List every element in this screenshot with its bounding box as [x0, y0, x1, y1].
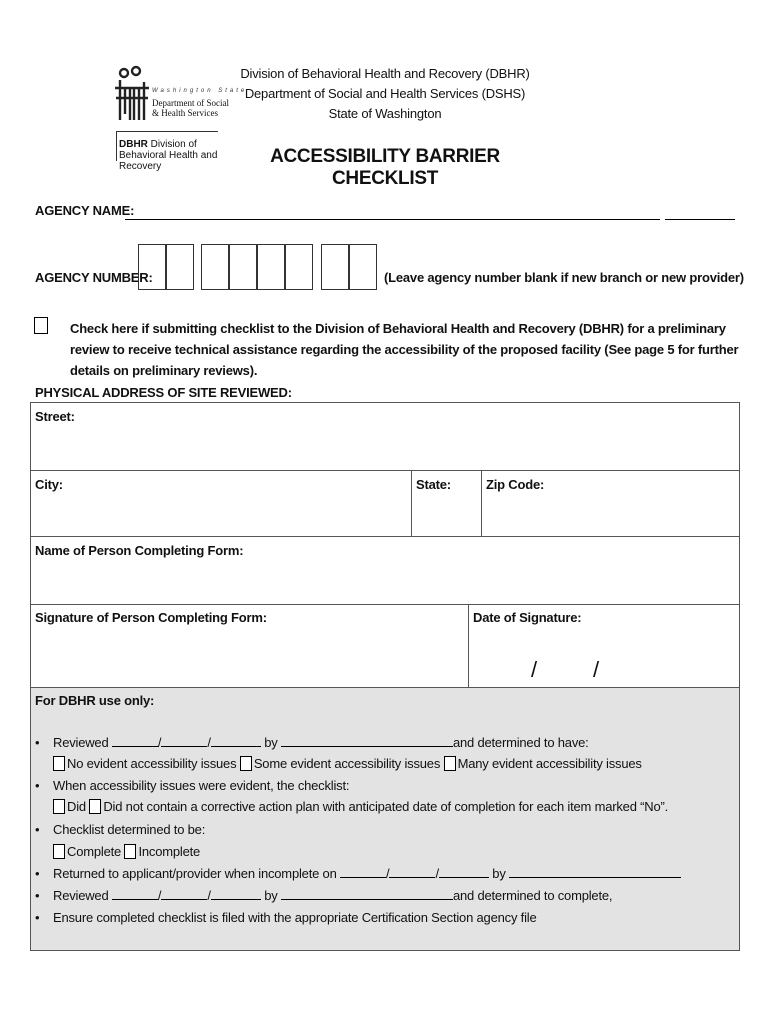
city-field[interactable]: City:: [35, 477, 63, 492]
logo-state-text: Washington State: [152, 88, 248, 94]
agency-number-note: (Leave agency number blank if new branch or new provider): [384, 270, 744, 285]
agency-number-digit-1[interactable]: [138, 244, 166, 290]
header-line-2: Department of Social and Health Services (DSHS): [244, 86, 526, 101]
family-figures-icon: [112, 64, 152, 128]
header-line-3: State of Washington: [328, 106, 442, 121]
preliminary-review-checkbox[interactable]: [34, 317, 48, 334]
no-issues-checkbox[interactable]: [53, 756, 65, 771]
date-separator: /: [531, 657, 538, 682]
dbhr-use-label: For DBHR use only:: [35, 693, 155, 708]
reviewed2-by-field[interactable]: [281, 888, 453, 900]
did-not-checkbox[interactable]: [89, 799, 101, 814]
logo-divider: [116, 131, 218, 132]
row-divider: [31, 604, 739, 605]
column-divider: [468, 604, 469, 687]
logo-dbhr-abbr: DBHR: [119, 139, 148, 150]
row-divider: [31, 470, 739, 471]
reviewed2-month-field[interactable]: [112, 888, 158, 900]
state-field[interactable]: State:: [416, 477, 451, 492]
agency-name-field[interactable]: [125, 219, 660, 220]
agency-number-digit-7[interactable]: [321, 244, 349, 290]
reviewed-day-field[interactable]: [161, 735, 207, 747]
column-divider: [481, 470, 482, 536]
returned-day-field[interactable]: [389, 866, 435, 878]
complete-options-line: Complete Incomplete: [53, 844, 200, 859]
reviewed-by-field[interactable]: [281, 735, 453, 747]
logo-dept-text: Department of Social & Health Services: [152, 98, 229, 118]
returned-line: • Returned to applicant/provider when incomplete on / / by: [35, 866, 681, 881]
issues-options-line: No evident accessibility issues Some evident accessibility issues Many evident accessibility issues: [53, 756, 642, 771]
corrective-plan-line: Did Did not contain a corrective action plan with anticipated date of completion for each item marked “No”.: [53, 799, 668, 814]
preliminary-review-text: Check here if submitting checklist to the Division of Behavioral Health and Recovery (DBHR) for a preliminary review to receive technical assistance regarding the accessibility of the proposed facility (See page 5 for further details on preliminary reviews).: [70, 321, 739, 378]
reviewed-month-field[interactable]: [112, 735, 158, 747]
when-issues-line: • When accessibility issues were evident, the checklist:: [35, 778, 350, 793]
dbhr-use-section: [31, 688, 739, 950]
header-line-1: Division of Behavioral Health and Recovery (DBHR): [240, 66, 530, 81]
agency-name-label: AGENCY NAME:: [35, 203, 135, 218]
agency-number-digit-4[interactable]: [229, 244, 257, 290]
person-name-field[interactable]: Name of Person Completing Form:: [35, 543, 244, 558]
agency-number-digit-5[interactable]: [257, 244, 285, 290]
logo-divider-vertical: [116, 131, 117, 161]
returned-year-field[interactable]: [439, 866, 489, 878]
logo-dbhr-name: Division of Behavioral Health and Recovery: [119, 139, 218, 172]
agency-number-digit-2[interactable]: [166, 244, 194, 290]
many-issues-checkbox[interactable]: [444, 756, 456, 771]
agency-number-digit-3[interactable]: [201, 244, 229, 290]
column-divider: [411, 470, 412, 536]
row-divider: [31, 536, 739, 537]
returned-month-field[interactable]: [340, 866, 386, 878]
reviewed2-day-field[interactable]: [161, 888, 207, 900]
complete-checkbox[interactable]: [53, 844, 65, 859]
signature-field[interactable]: Signature of Person Completing Form:: [35, 610, 267, 625]
physical-address-heading: PHYSICAL ADDRESS OF SITE REVIEWED:: [35, 385, 292, 400]
agency-name-field-extra[interactable]: [665, 219, 735, 220]
page-title: ACCESSIBILITY BARRIER CHECKLIST: [270, 146, 500, 189]
document-header: [230, 64, 540, 124]
determined-be-line: • Checklist determined to be:: [35, 822, 206, 837]
reviewed2-year-field[interactable]: [211, 888, 261, 900]
some-issues-checkbox[interactable]: [240, 756, 252, 771]
zip-code-field[interactable]: Zip Code:: [486, 477, 545, 492]
incomplete-checkbox[interactable]: [124, 844, 136, 859]
agency-number-digit-6[interactable]: [285, 244, 313, 290]
agency-number-label: AGENCY NUMBER:: [35, 270, 153, 285]
street-field[interactable]: Street:: [35, 409, 75, 424]
ensure-filed-line: • Ensure completed checklist is filed with the appropriate Certification Section agency file: [35, 910, 537, 925]
logo-dbhr-text: [119, 139, 229, 172]
dshs-logo: [112, 64, 152, 128]
signature-date-field[interactable]: Date of Signature:: [473, 610, 582, 625]
did-checkbox[interactable]: [53, 799, 65, 814]
reviewed-line: • Reviewed / / by and determined to have:: [35, 735, 589, 750]
returned-by-field[interactable]: [509, 866, 681, 878]
reviewed-year-field[interactable]: [211, 735, 261, 747]
agency-number-digit-8[interactable]: [349, 244, 377, 290]
reviewed-complete-line: • Reviewed / / by and determined to complete,: [35, 888, 613, 903]
date-separator: /: [593, 657, 600, 682]
address-form-table: [30, 402, 740, 951]
